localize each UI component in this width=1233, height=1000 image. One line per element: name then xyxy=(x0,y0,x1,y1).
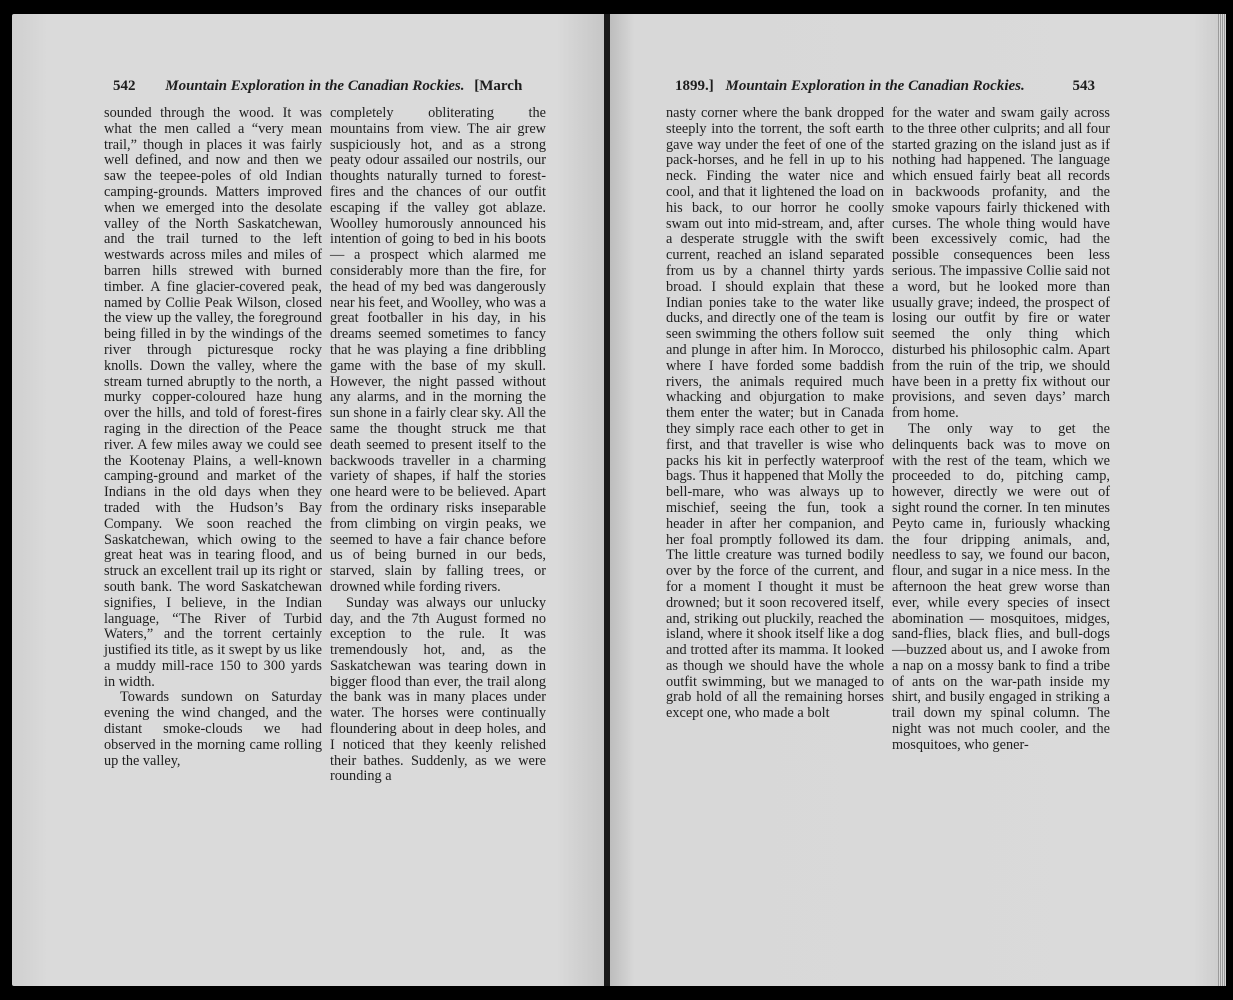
paragraph: nasty corner where the bank dropped steeply into the torrent, the soft earth gave way under the feet of one of the pack-horses, and he fell in up to his neck. Finding the water nice and cool, and that it lightened the load on his back, to our horror he coolly swam out into mid-stream, and, after a desperate struggle with the swift current, reached an island separated from us by a channel thirty yards broad. I should explain that these Indian ponies take to the water like ducks, and directly one of the team is seen swimming the others follow suit and plunge in after him. In Morocco, where I have forded some baddish rivers, the animals required much whacking and objurgation to make them enter the water; but in Canada they simply race each other to get in first, and that traveller is wise who packs his kit in perfectly waterproof bags. Thus it happened that Molly the bell-mare, who was always up to mischief, seeing the fun, took a header in after her companion, and her foal promptly followed its dam. The little creature was turned bodily over by the force of the current, and for a moment I thought it must be drowned; but it soon recovered itself, and, striking out pluckily, reached the island, where it shook itself like a dog and trotted after its mamma. It looked as though we should have the whole outfit swimming, but we managed to grab hold of all the remaining horses except one, who made a bolt xyxy=(666,105,884,722)
paragraph: Towards sundown on Saturday evening the wind changed, and the distant smoke-clouds we had observed in the morning came rolling up the valley, xyxy=(104,689,322,769)
left-running-title: Mountain Exploration in the Canadian Rockies. xyxy=(165,78,465,94)
page-edges xyxy=(1218,14,1226,986)
left-page-number: 542 xyxy=(113,78,136,94)
left-page-column-1 xyxy=(104,106,322,769)
paragraph: completely obliterating the mountains from view. The air grew suspiciously hot, and as a strong peaty odour assailed our nostrils, our thoughts naturally turned to forest-fires and the chances of our outfit escaping if the valley got ablaze. Woolley humorously announced his intention of going to bed in his boots — a prospect which alarmed me considerably more than the fire, for the head of my bed was dangerously near his feet, and Woolley, who was a great footballer in his day, in his dreams seemed sometimes to fancy that he was playing a fine dribbling game with the base of my skull. However, the night passed without any alarms, and in the morning the sun shone in a fairly clear sky. All the same the thought struck me that death seemed to present itself to the backwoods traveller in a charming variety of shapes, if half the stories one heard were to be believed. Apart from the ordinary risks inseparable from climbing on virgin peaks, we seemed to have a fair chance before us of being burned in our beds, starved, slain by falling trees, or drowned while fording rivers. xyxy=(330,105,546,595)
right-page-header xyxy=(675,78,1095,95)
left-header-date: [March xyxy=(474,78,523,94)
right-page-number: 543 xyxy=(1072,78,1095,94)
paragraph: for the water and swam gaily across to the three other culprits; and all four started grazing on the island just as if nothing had happened. The language which ensued fairly beat all records in backwoods profanity, and the smoke vapours fairly thickened with curses. The whole thing would have been excessively comic, had the possible consequences been less serious. The impassive Collie said not a word, but he looked more than usually grave; indeed, the prospect of losing our outfit by fire or water seemed the only thing which disturbed his philosophic calm. Apart from the ruin of the trip, we should have been in a pretty fix without our provisions, and seven days’ march from home. xyxy=(892,105,1110,422)
right-header-date: 1899.] xyxy=(675,78,714,94)
right-page-column-1 xyxy=(666,106,884,722)
paragraph: The only way to get the delinquents back was to move on with the rest of the team, which we proceeded to do, pitching camp, however, directly we were out of sight round the corner. In ten minutes Peyto came in, furiously whacking the four dripping animals, and, needless to say, we found our bacon, flour, and sugar in a nice mess. In the afternoon the heat grew worse than ever, while every species of insect abomination — mosquitoes, midges, sand-flies, black flies, and bull-dogs—buzzed about us, and I awoke from a nap on a mossy bank to find a tribe of ants on the war-path inside my shirt, and busily engaged in striking a trail down my spinal column. The night was not much cooler, and the mosquitoes, who gener- xyxy=(892,420,1110,753)
left-page-column-2 xyxy=(330,106,546,785)
paragraph: Sunday was always our unlucky day, and the 7th August formed no exception to the rule. It was tremendously hot, and, as the Saskatchewan was tearing down in bigger flood than ever, the trail along the bank was in many places under water. The horses were continually floundering about in deep holes, and I noticed that they keenly relished their bathes. Suddenly, as we were rounding a xyxy=(330,594,546,785)
right-running-title: Mountain Exploration in the Canadian Rockies. xyxy=(725,78,1025,94)
paragraph: sounded through the wood. It was what the men called a “very mean trail,” though in places it was fairly well defined, and now and then we saw the teepee-poles of old Indian camping-grounds. Matters improved when we emerged into the desolate valley of the North Saskatchewan, and the trail turned to the left westwards across miles and miles of barren hills strewed with burned timber. A fine glacier-covered peak, named by Collie Peak Wilson, closed the view up the valley, the foreground being filled in by the windings of the river through picturesque rocky knolls. Down the valley, where the stream turned abruptly to the north, a murky copper-coloured haze hung over the hills, and told of forest-fires raging in the direction of the Peace river. A few miles away we could see the Kootenay Plains, a well-known camping-ground and market of the Indians in the old days when they traded with the Hudson’s Bay Company. We soon reached the Saskatchewan, which owing to the great heat was in tearing flood, and struck an excellent trail up its right or south bank. The word Saskatchewan signifies, I believe, in the Indian language, “The River of Turbid Waters,” and the torrent certainly justified its title, as it swept by us like a muddy mill-race 150 to 300 yards in width. xyxy=(104,105,322,690)
right-page-column-2 xyxy=(892,106,1110,754)
left-page-header xyxy=(113,78,522,95)
